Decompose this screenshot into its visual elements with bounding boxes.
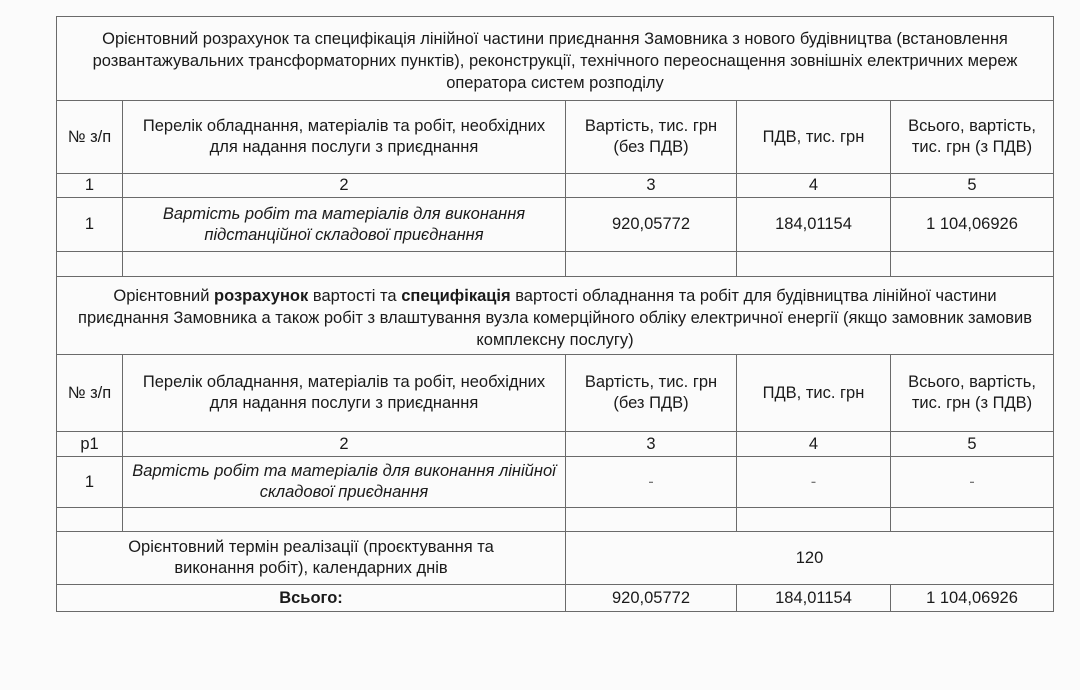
total-label: Всього:: [57, 585, 566, 612]
s2-colnum-5: 5: [891, 432, 1054, 457]
s1-colnum-3: 3: [566, 174, 737, 198]
s2-colnum-3: 3: [566, 432, 737, 457]
s2-table-row: [57, 457, 1054, 508]
s2-header-vat: ПДВ, тис. грн: [737, 355, 891, 432]
cost-specification-table: [56, 16, 1054, 612]
s2-colnum-2: 2: [123, 432, 566, 457]
s2-header-cost: Вартість, тис. грн (без ПДВ): [566, 355, 737, 432]
section1-title: Орієнтовний розрахунок та специфікація лінійної частини приєднання Замовника з нового будівництва (встановлення розвантажувальних трансформаторних пунктів), реконструкції, технічного переоснащення зовнішніх електричних мереж оператора систем розподілу: [57, 17, 1054, 101]
s1-colnum-1: 1: [57, 174, 123, 198]
s2-header-number: № з/п: [57, 355, 123, 432]
s1-colnum-5: 5: [891, 174, 1054, 198]
s1-header-total: Всього, вартість, тис. грн (з ПДВ): [891, 101, 1054, 174]
s2-header-item: Перелік обладнання, матеріалів та робіт, необхідних для надання послуги з приєднання: [123, 355, 566, 432]
s2-row-total: -: [891, 457, 1054, 508]
s1-colnum-4: 4: [737, 174, 891, 198]
term-label: Орієнтовний термін реалізації (проєктування та виконання робіт), календарних днів: [57, 532, 566, 585]
s1-row-name: Вартість робіт та матеріалів для виконання підстанційної складової приєднання: [123, 198, 566, 252]
section2-title: Орієнтовний розрахунок вартості та специфікація вартості обладнання та робіт для будівництва лінійної частини приєднання Замовника а також робіт з влаштування вузла комерційного обліку електричної енергії (якщо замовник замовив комплексну послугу): [57, 277, 1054, 355]
s1-header-item: Перелік обладнання, матеріалів та робіт, необхідних для надання послуги з приєднання: [123, 101, 566, 174]
s2-row-name: Вартість робіт та матеріалів для виконання лінійної складової приєднання: [123, 457, 566, 508]
s1-row-number: 1: [57, 198, 123, 252]
s1-row-cost: 920,05772: [566, 198, 737, 252]
total-vat: 184,01154: [737, 585, 891, 612]
s1-row-vat: 184,01154: [737, 198, 891, 252]
s1-header-cost: Вартість, тис. грн (без ПДВ): [566, 101, 737, 174]
s1-header-number: № з/п: [57, 101, 123, 174]
s2-colnum-4: 4: [737, 432, 891, 457]
s2-row-number: 1: [57, 457, 123, 508]
term-value: 120: [566, 532, 1054, 585]
s1-table-row: [57, 198, 1054, 252]
s1-empty-row: [57, 252, 1054, 277]
s1-colnum-2: 2: [123, 174, 566, 198]
total-row: [57, 585, 1054, 612]
s2-row-cost: -: [566, 457, 737, 508]
s2-empty-row: [57, 508, 1054, 532]
total-cost: 920,05772: [566, 585, 737, 612]
s2-colnum-1: р1: [57, 432, 123, 457]
s2-header-total: Всього, вартість, тис. грн (з ПДВ): [891, 355, 1054, 432]
s1-header-vat: ПДВ, тис. грн: [737, 101, 891, 174]
total-sum: 1 104,06926: [891, 585, 1054, 612]
s1-row-total: 1 104,06926: [891, 198, 1054, 252]
s2-row-vat: -: [737, 457, 891, 508]
